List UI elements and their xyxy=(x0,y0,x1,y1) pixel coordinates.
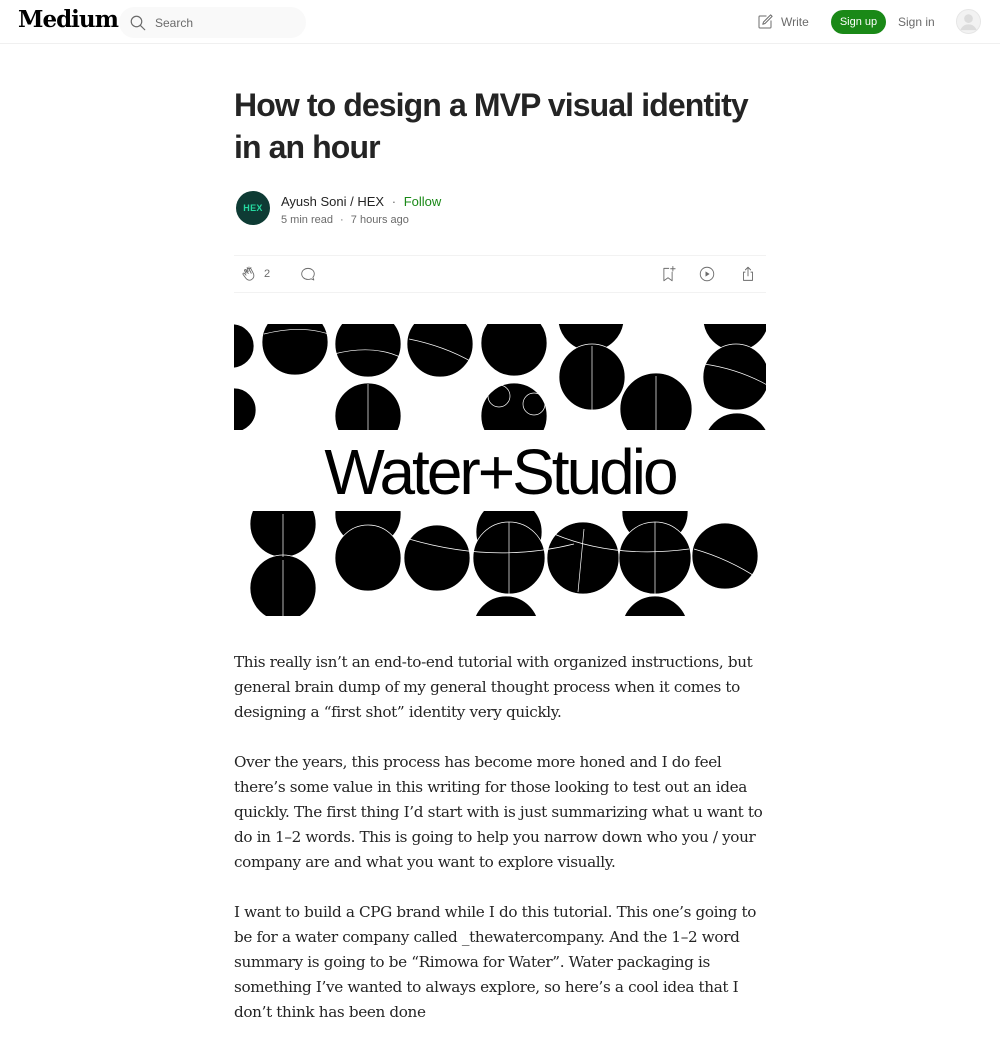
share-button[interactable] xyxy=(739,265,757,283)
read-time: 5 min read xyxy=(281,214,333,226)
bookmark-add-icon xyxy=(659,265,677,283)
separator-dot: · xyxy=(391,194,397,209)
listen-icon xyxy=(698,265,716,283)
save-button[interactable] xyxy=(659,265,677,283)
search-box[interactable] xyxy=(119,7,306,38)
author-line xyxy=(281,194,441,209)
user-avatar-icon[interactable] xyxy=(956,9,981,34)
hero-dot-pattern xyxy=(234,324,766,616)
search-input[interactable] xyxy=(155,7,295,38)
article-title: How to design a MVP visual identity in an hour xyxy=(234,87,748,165)
top-navbar xyxy=(0,0,1000,44)
separator-dot: · xyxy=(340,214,344,226)
paragraph: Over the years, this process has become more honed and I do feel there’s some value in this writing for those looking to test out an idea quickly. The first thing I’d start with is just summarizing what u want to do in 1–2 words. This is going to help you narrow down who you / your company are and what you want to explore visually. xyxy=(234,753,763,871)
sign-in-link[interactable]: Sign in xyxy=(898,15,935,29)
article-action-bar xyxy=(234,255,766,293)
write-icon xyxy=(756,13,774,31)
clap-count: 2 xyxy=(264,268,271,280)
write-label: Write xyxy=(781,15,809,29)
comment-button[interactable] xyxy=(299,265,317,283)
paragraph: This really isn’t an end-to-end tutorial with organized instructions, but general brain dump of my general thought process when it comes to designing a “first shot” identity very quickly. xyxy=(234,653,753,721)
published-time: 7 hours ago xyxy=(350,214,409,226)
clap-icon xyxy=(240,265,258,283)
share-icon xyxy=(739,265,757,283)
hero-wordmark xyxy=(324,436,676,508)
hero-image xyxy=(234,324,766,616)
listen-button[interactable] xyxy=(698,265,716,283)
paragraph: I want to build a CPG brand while I do this tutorial. This one’s going to be for a water company called _thewatercompany. And the 1–2 word summary is going to be “Rimowa for Water”. Water packaging is something I’ve wanted to always explore, so here’s a cool idea that I don’t think has been done xyxy=(234,903,757,1021)
clap-button[interactable] xyxy=(240,265,270,283)
comment-icon xyxy=(299,265,317,283)
author-avatar[interactable]: HEX xyxy=(236,191,270,225)
write-button[interactable] xyxy=(756,12,809,32)
article-body xyxy=(234,650,769,1050)
svg-text:Water+Studio: Water+Studio xyxy=(324,436,676,508)
follow-button[interactable]: Follow xyxy=(403,194,442,209)
medium-logo[interactable]: Medium xyxy=(18,6,118,33)
sign-up-button[interactable]: Sign up xyxy=(831,10,886,34)
author-name[interactable]: Ayush Soni / HEX xyxy=(281,194,385,209)
search-icon xyxy=(129,14,147,32)
article-meta xyxy=(281,214,409,226)
